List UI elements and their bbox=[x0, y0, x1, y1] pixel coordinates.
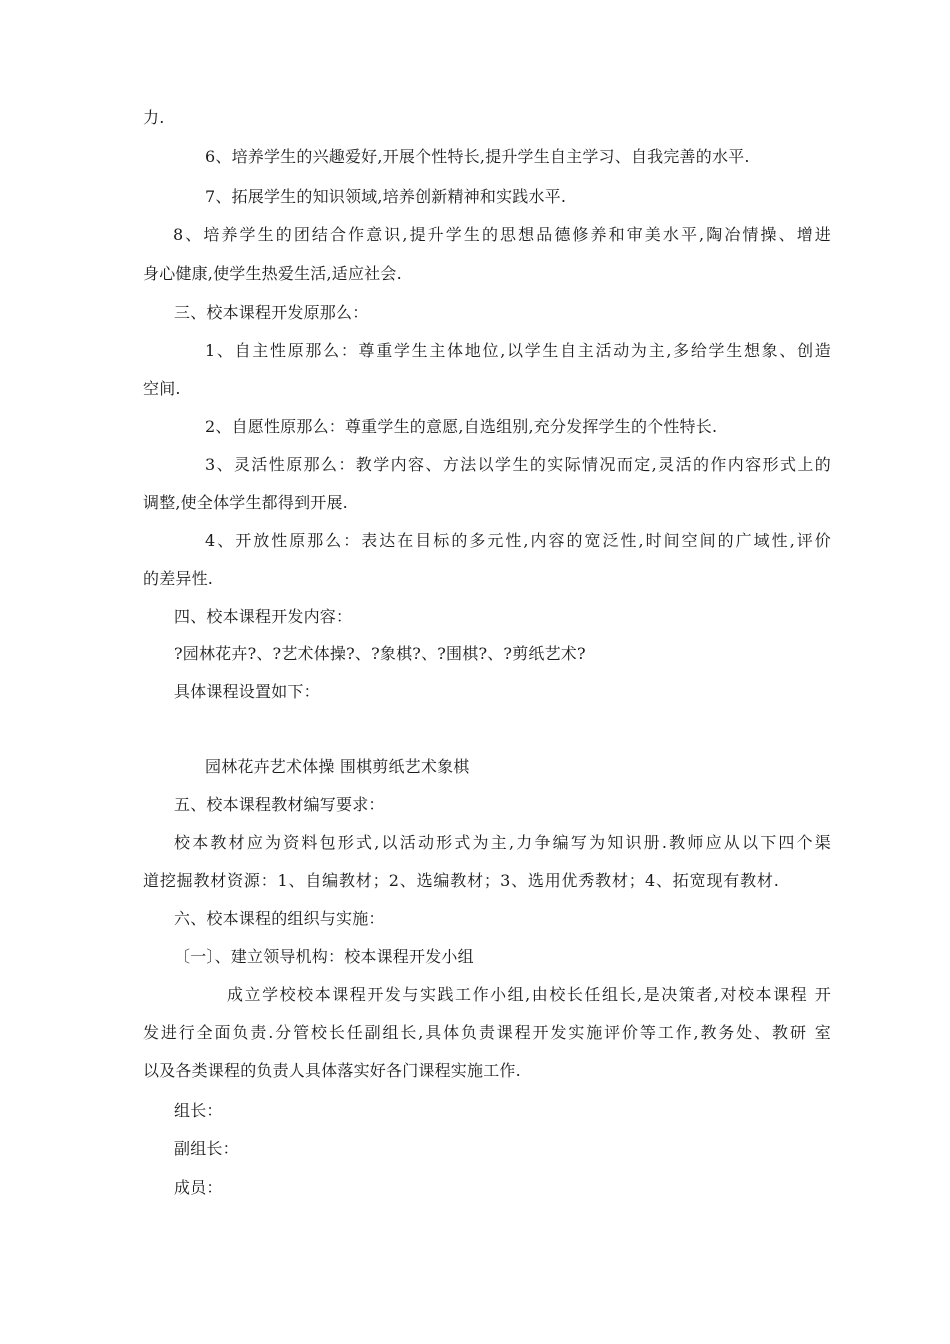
text-line: 6、培养学生的兴趣爱好,开展个性特长,提升学生自主学习、自我完善的水平. bbox=[205, 147, 750, 166]
section-heading: 三、校本课程开发原那么： bbox=[174, 303, 369, 322]
section-heading: 六、校本课程的组织与实施： bbox=[174, 909, 385, 928]
text-line: 空间. bbox=[143, 379, 181, 398]
text-line: 身心健康,使学生热爱生活,适应社会. bbox=[143, 264, 402, 283]
text-line: 具体课程设置如下： bbox=[174, 682, 320, 701]
text-line: 道挖掘教材资源：1、自编教材；2、选编教材；3、选用优秀教材；4、拓宽现有教材. bbox=[143, 871, 779, 890]
text-line: 校本教材应为资料包形式,以活动形式为主,力争编写为知识册.教师应从以下四个渠 bbox=[174, 833, 831, 852]
text-line: 调整,使全体学生都得到开展. bbox=[143, 493, 348, 512]
text-line: 以及各类课程的负责人具体落实好各门课程实施工作. bbox=[143, 1061, 521, 1080]
text-line: 发进行全面负责.分管校长任副组长,具体负责课程开发实施评价等工作,教务处、教研 室 bbox=[143, 1023, 831, 1042]
text-line: 的差异性. bbox=[143, 569, 214, 588]
text-line: ?园林花卉?、?艺术体操?、?象棋?、?围棋?、?剪纸艺术? bbox=[174, 644, 586, 663]
text-line: 成立学校校本课程开发与实践工作小组,由校长任组长,是决策者,对校本课程 开 bbox=[227, 985, 831, 1004]
text-line: 3、灵活性原那么：教学内容、方法以学生的实际情况而定,灵活的作内容形式上的 bbox=[205, 455, 831, 474]
text-line: 力. bbox=[143, 108, 165, 127]
section-heading: 五、校本课程教材编写要求： bbox=[174, 795, 385, 814]
text-line: 8、培养学生的团结合作意识,提升学生的思想品德修养和审美水平,陶冶情操、增进 bbox=[173, 225, 831, 244]
section-heading: 四、校本课程开发内容： bbox=[174, 607, 353, 626]
text-line: 4、开放性原那么：表达在目标的多元性,内容的宽泛性,时间空间的广域性,评价 bbox=[205, 531, 831, 550]
field-label-leader: 组长： bbox=[174, 1101, 223, 1120]
subsection-heading: 〔一〕、建立领导机构：校本课程开发小组 bbox=[174, 947, 474, 966]
text-line: 2、自愿性原那么：尊重学生的意愿,自选组别,充分发挥学生的个性特长. bbox=[205, 417, 718, 436]
course-list: 园林花卉艺术体操 围棋剪纸艺术象棋 bbox=[205, 757, 470, 776]
field-label-members: 成员： bbox=[174, 1178, 223, 1197]
field-label-deputy-leader: 副组长： bbox=[174, 1139, 239, 1158]
text-line: 7、拓展学生的知识领域,培养创新精神和实践水平. bbox=[205, 187, 567, 206]
text-line: 1、自主性原那么：尊重学生主体地位,以学生自主活动为主,多给学生想象、创造 bbox=[205, 341, 831, 360]
